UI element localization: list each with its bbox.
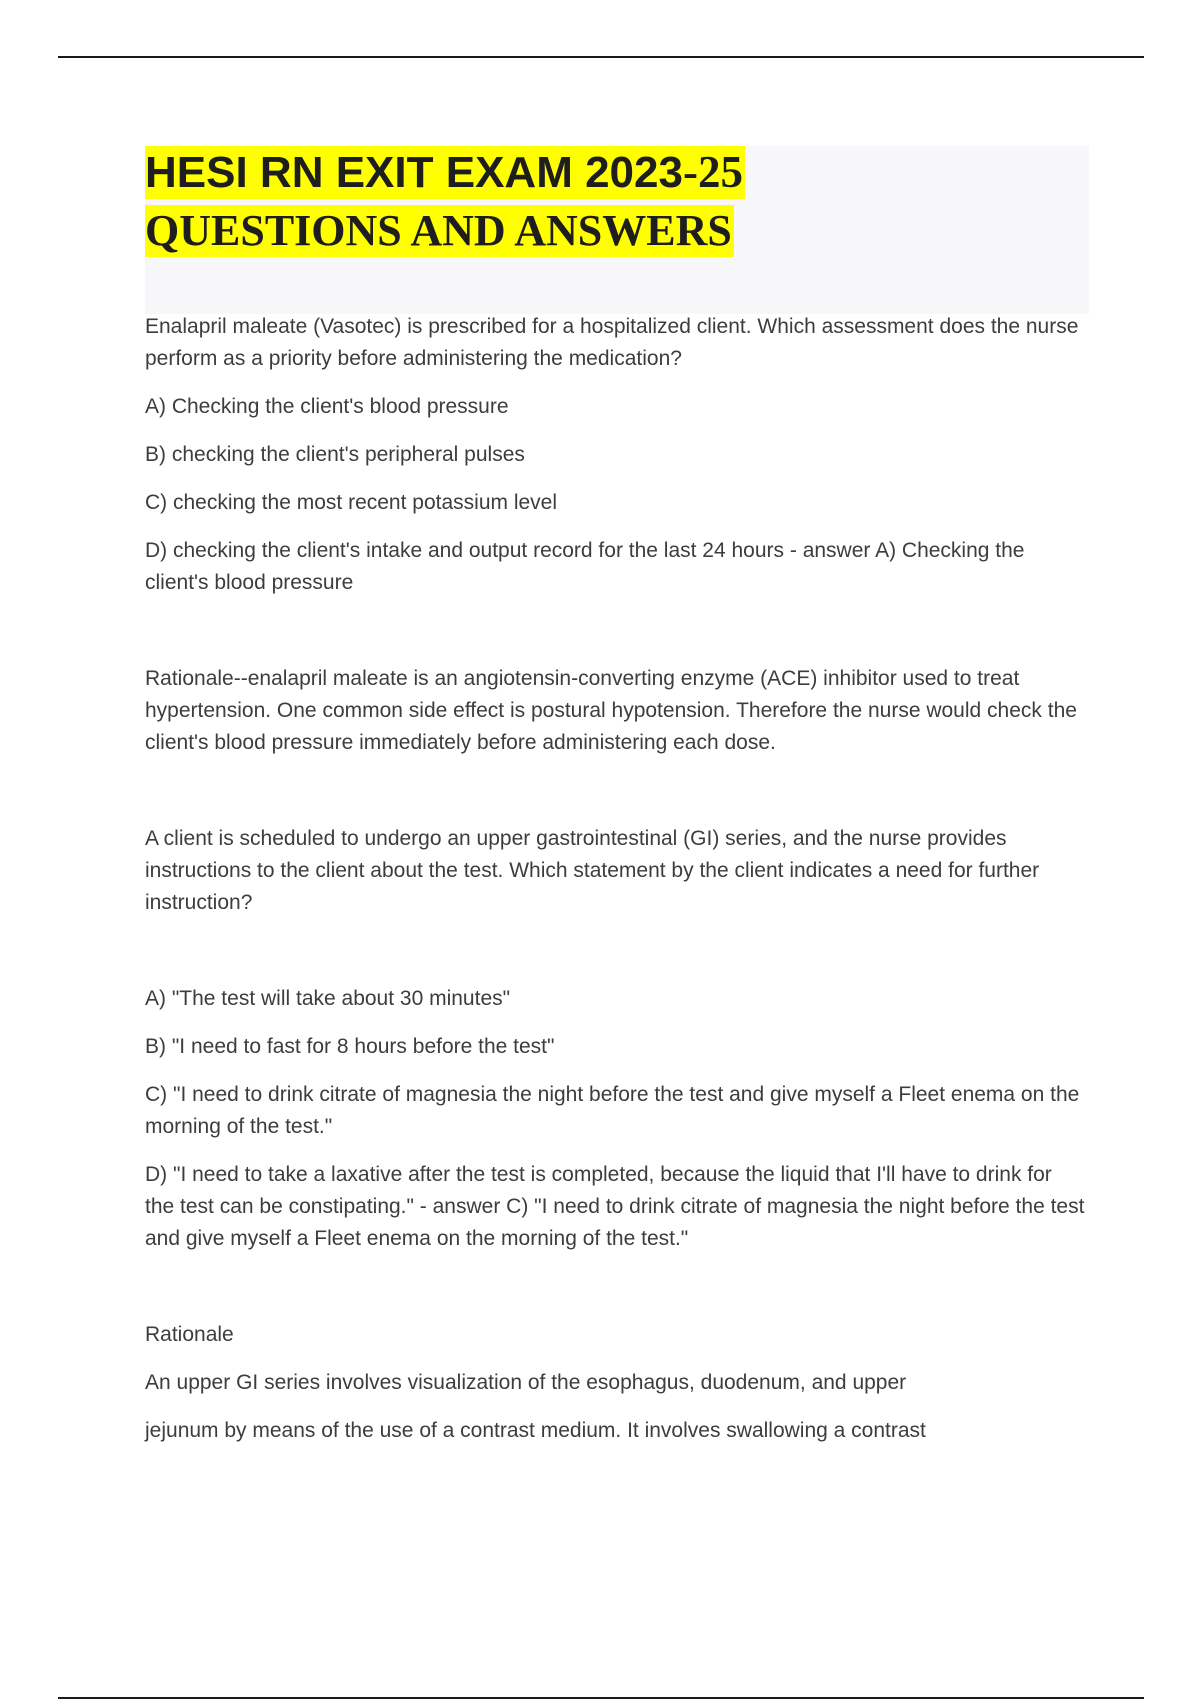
page-title-line-1 [145,146,745,199]
question-2-rationale-line-2: jejunum by means of the use of a contrast medium. It involves swallowing a contrast [145,1419,926,1442]
question-2-option-a: A) "The test will take about 30 minutes" [145,987,511,1010]
header-rule [58,56,1144,58]
spacer [145,935,1085,983]
question-1-option-d-answer: D) checking the client's intake and output record for the last 24 hours - answer A) Checking the client's blood pressure [145,539,1025,594]
question-2-rationale-line-1: An upper GI series involves visualization of the esophagus, duodenum, and upper [145,1371,907,1394]
question-1-rationale: Rationale--enalapril maleate is an angiotensin-converting enzyme (ACE) inhibitor used to treat hypertension. One common side effect is postural hypotension. Therefore the nurse would check the client's blood pressure immediately before administering each dose. [145,667,1077,754]
page-title-line-1-tail: -25 [682,147,743,197]
spacer [145,615,1085,663]
question-2-rationale-heading: Rationale [145,1323,234,1346]
document-body [145,311,1085,1463]
question-1-option-b: B) checking the client's peripheral pulses [145,443,525,466]
spacer [145,1271,1085,1319]
question-1-text: Enalapril maleate (Vasotec) is prescribed for a hospitalized client. Which assessment does the nurse perform as a priority before administering the medication? [145,315,1079,370]
question-2-text: A client is scheduled to undergo an upper gastrointestinal (GI) series, and the nurse provides instructions to the client about the test. Which statement by the client indicates a need for further instruction? [145,827,1040,914]
question-2-option-c: C) "I need to drink citrate of magnesia the night before the test and give myself a Fleet enema on the morning of the test." [145,1083,1080,1138]
page-title-line-2: QUESTIONS AND ANSWERS [145,206,732,255]
question-2-option-d-answer: D) "I need to take a laxative after the test is completed, because the liquid that I'll have to drink for the test can be constipating." - answer C) "I need to drink citrate of magnesia the night before the test and give myself a Fleet enema on the morning of the test." [145,1163,1085,1250]
spacer [145,775,1085,823]
footer-rule [58,1697,1144,1699]
question-1-option-a: A) Checking the client's blood pressure [145,395,509,418]
question-2-option-b: B) "I need to fast for 8 hours before the test" [145,1035,555,1058]
title-block [145,146,1089,314]
question-1-option-c: C) checking the most recent potassium level [145,491,558,514]
page-title-line-1-main: HESI RN EXIT EXAM 2023 [145,148,683,197]
